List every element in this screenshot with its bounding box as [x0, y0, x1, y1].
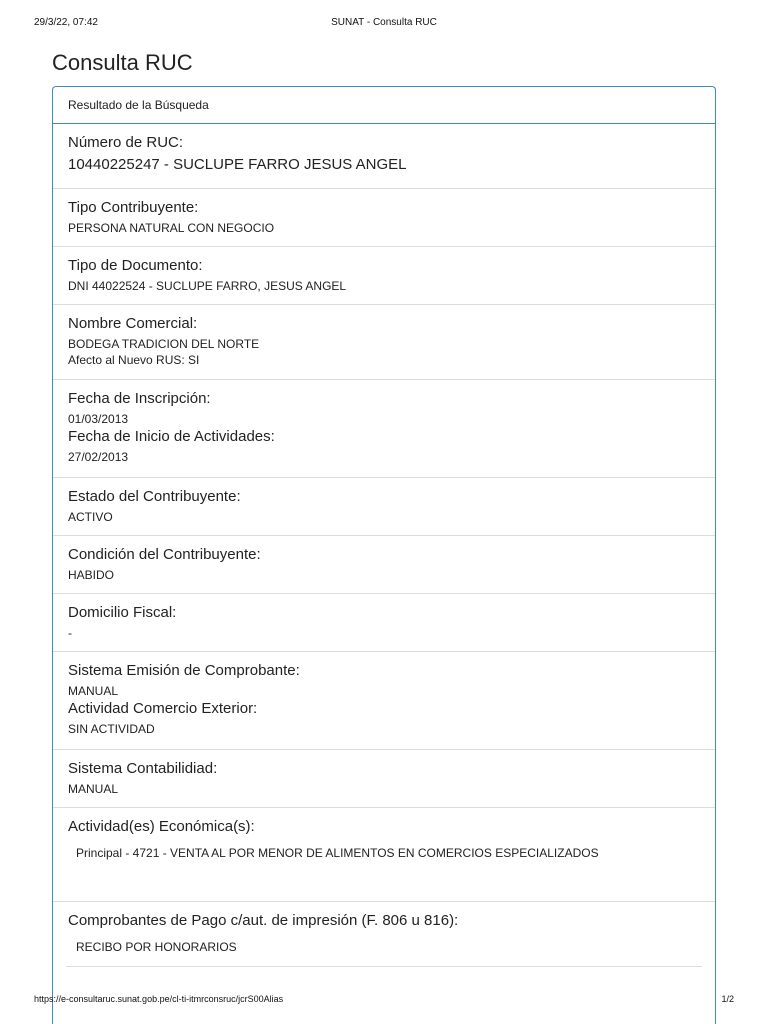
tipo-documento-label: Tipo de Documento: [68, 257, 203, 274]
nombre-comercial-label: Nombre Comercial: [68, 315, 198, 332]
row-tipo-contribuyente [53, 189, 715, 247]
estado-value: ACTIVO [68, 510, 113, 524]
row-sistema-contabilidad [53, 750, 715, 808]
print-header [0, 17, 768, 31]
results-panel [52, 86, 716, 1024]
row-sistema-emision [53, 652, 715, 750]
sistema-contabilidad-value: MANUAL [68, 782, 119, 796]
fecha-inicio-value: 27/02/2013 [68, 450, 129, 464]
fecha-inscripcion-label: Fecha de Inscripción: [68, 390, 211, 407]
panel-heading: Resultado de la Búsqueda [53, 87, 715, 124]
comprobantes-divider [66, 966, 702, 967]
print-footer [0, 994, 768, 1008]
domicilio-value: - [68, 626, 72, 640]
estado-label: Estado del Contribuyente: [68, 488, 241, 505]
page-title: Consulta RUC [52, 50, 193, 75]
row-condicion [53, 536, 715, 594]
comercio-exterior-value: SIN ACTIVIDAD [68, 722, 155, 736]
domicilio-label: Domicilio Fiscal: [68, 604, 177, 621]
row-ruc [53, 124, 715, 189]
nuevo-rus-value: Afecto al Nuevo RUS: SI [68, 353, 200, 367]
tipo-contribuyente-value: PERSONA NATURAL CON NEGOCIO [68, 221, 275, 235]
condicion-value: HABIDO [68, 568, 115, 582]
print-url: https://e-consultaruc.sunat.gob.pe/cl-ti-itmrconsruc/jcrS00Alias [34, 994, 284, 1004]
nombre-comercial-value: BODEGA TRADICION DEL NORTE [68, 337, 260, 351]
tipo-documento-value: DNI 44022524 - SUCLUPE FARRO, JESUS ANGEL [68, 279, 347, 293]
actividades-label: Actividad(es) Económica(s): [68, 818, 255, 835]
comprobantes-label: Comprobantes de Pago c/aut. de impresión (F. 806 u 816): [68, 912, 459, 929]
ruc-value: 10440225247 - SUCLUPE FARRO JESUS ANGEL [68, 156, 407, 173]
sistema-emision-value: MANUAL [68, 684, 119, 698]
fecha-inicio-label: Fecha de Inicio de Actividades: [68, 428, 275, 445]
row-comprobantes [53, 902, 715, 982]
actividad-principal-value: Principal - 4721 - VENTA AL POR MENOR DE ALIMENTOS EN COMERCIOS ESPECIALIZADOS [76, 846, 599, 860]
row-domicilio [53, 594, 715, 652]
tipo-contribuyente-label: Tipo Contribuyente: [68, 199, 199, 216]
print-page-number: 1/2 [721, 994, 734, 1004]
row-nombre-comercial [53, 305, 715, 380]
fecha-inscripcion-value: 01/03/2013 [68, 412, 129, 426]
comprobantes-value: RECIBO POR HONORARIOS [76, 940, 237, 954]
print-doc-title: SUNAT - Consulta RUC [331, 17, 437, 28]
row-tipo-documento [53, 247, 715, 305]
row-fechas [53, 380, 715, 478]
condicion-label: Condición del Contribuyente: [68, 546, 261, 563]
row-actividades [53, 808, 715, 902]
row-estado [53, 478, 715, 536]
ruc-label: Número de RUC: [68, 134, 184, 151]
sistema-contabilidad-label: Sistema Contabilidiad: [68, 760, 218, 777]
comercio-exterior-label: Actividad Comercio Exterior: [68, 700, 258, 717]
print-datetime: 29/3/22, 07:42 [34, 17, 98, 28]
sistema-emision-label: Sistema Emisión de Comprobante: [68, 662, 300, 679]
